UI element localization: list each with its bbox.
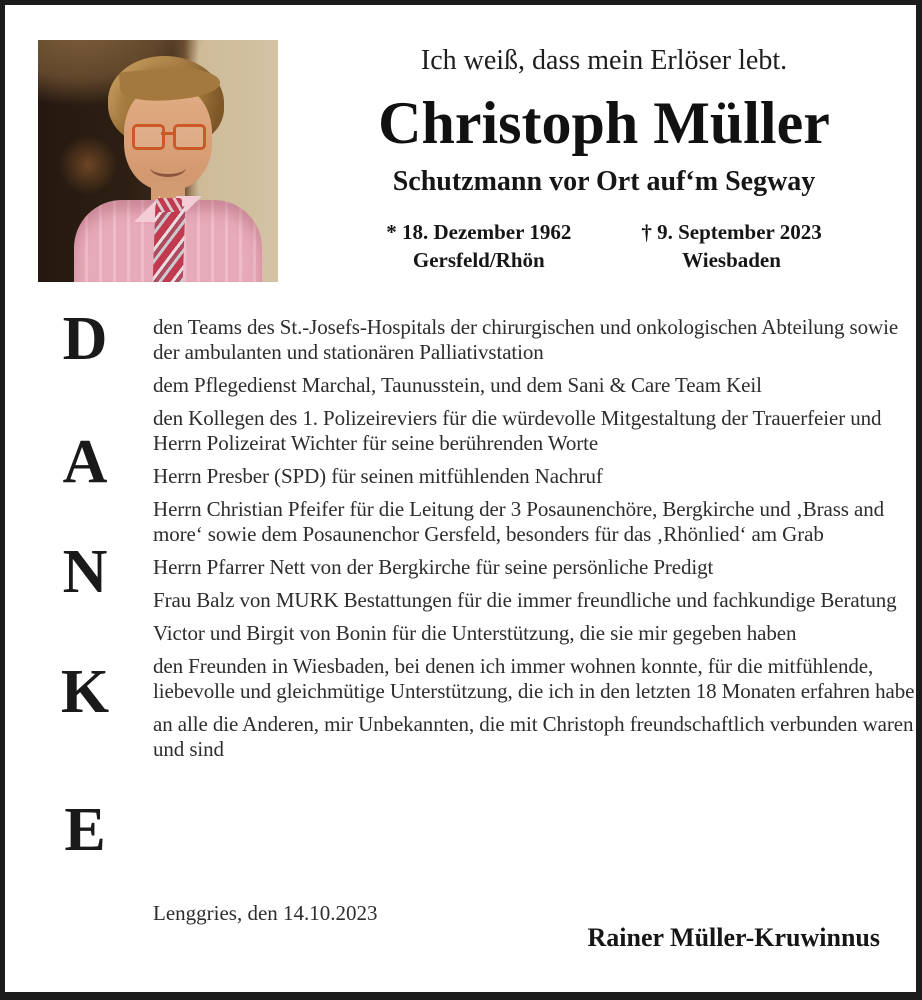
deceased-name: Christoph Müller: [378, 90, 830, 156]
thanks-paragraph: an alle die Anderen, mir Unbekannten, die mit Christoph freundschaftlich verbunden waren und sind: [153, 712, 914, 761]
thanks-paragraph: den Teams des St.-Josefs-Hospitals der chirurgischen und onkologischen Abteilung sowie der ambulanten und stationären Palliativstation: [153, 315, 899, 364]
acrostic-letter-d: D: [62, 305, 108, 373]
place-and-date: Lenggries, den 14.10.2023: [153, 901, 378, 925]
deceased-role: Schutzmann vor Ort auf‘m Segway: [392, 166, 816, 197]
acrostic-letter-a: A: [62, 428, 108, 496]
portrait-photo: [38, 40, 278, 282]
portrait-glasses: [132, 124, 206, 148]
portrait-smile: [150, 158, 186, 177]
portrait-tie: [153, 206, 186, 282]
thanks-paragraph: den Kollegen des 1. Polizeireviers für die würdevolle Mitgestaltung der Trauerfeier und Herrn Polizeirat Wichter für seine berührenden Worte: [153, 406, 882, 455]
thanks-paragraph: den Freunden in Wiesbaden, bei denen ich immer wohnen konnte, für die mitfühlende, liebevolle und gleichmütige Unterstützung, die ich in den letzten 18 Monaten erfahren habe: [153, 654, 915, 703]
acrostic-letter-e: E: [64, 796, 106, 864]
portrait-tie-knot: [156, 198, 182, 212]
death-place: Wiesbaden: [682, 248, 781, 273]
portrait-glasses-right-lens: [173, 124, 206, 150]
birth-place: Gersfeld/Rhön: [412, 248, 545, 273]
thanks-list: [153, 315, 915, 770]
thanks-paragraph: Frau Balz von MURK Bestattungen für die immer freundliche und fachkundige Beratung: [153, 588, 897, 612]
photo-background-glow: [58, 135, 118, 195]
birth-star-symbol: *: [386, 220, 397, 244]
death-cross-symbol: †: [641, 220, 652, 244]
portrait-glasses-left-lens: [132, 124, 165, 150]
life-dates: [297, 218, 911, 275]
thanks-paragraph: Herrn Christian Pfeifer für die Leitung der 3 Posaunenchöre, Bergkirche und ‚Brass and more‘ sowie dem Posaunenchor Gersfeld, besonders für das ‚Rhönlied‘ am Grab: [153, 497, 885, 546]
header: [297, 45, 911, 275]
epigraph: Ich weiß, dass mein Erlöser lebt.: [420, 45, 788, 76]
thanks-paragraph: Herrn Presber (SPD) für seinen mitfühlenden Nachruf: [153, 464, 603, 488]
signature-name: Rainer Müller-Kruwinnus: [587, 923, 880, 952]
birth-info: [386, 218, 571, 275]
acrostic-letter-k: K: [60, 658, 110, 726]
birth-date: 18. Dezember 1962: [402, 220, 572, 244]
thanks-paragraph: Herrn Pfarrer Nett von der Bergkirche für seine persönliche Predigt: [153, 555, 714, 579]
death-info: [641, 218, 821, 275]
thanks-paragraph: dem Pflegedienst Marchal, Taunusstein, und dem Sani & Care Team Keil: [153, 373, 762, 397]
death-date: 9. September 2023: [657, 220, 822, 244]
acrostic-letter-n: N: [62, 538, 108, 606]
thanks-paragraph: Victor und Birgit von Bonin für die Unterstützung, die sie mir gegeben haben: [153, 621, 797, 645]
